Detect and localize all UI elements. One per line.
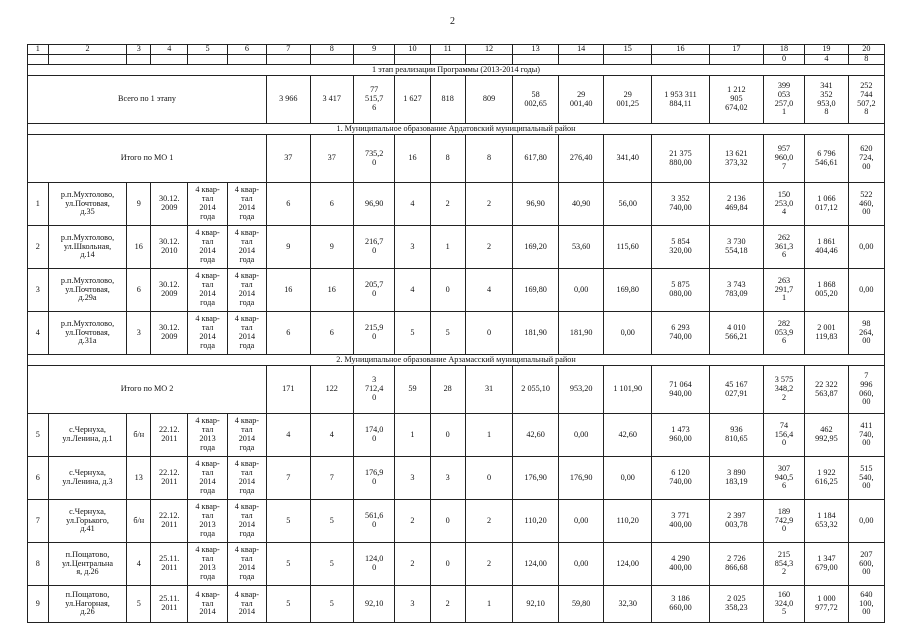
value-cell: 0,00 (558, 414, 604, 457)
total-value: 341,40 (604, 135, 652, 183)
value-cell: 3 (395, 586, 430, 623)
column-number-cell: 7 (267, 45, 310, 55)
info-cell: 4 квар- тал 2014 года (227, 500, 266, 543)
value-cell: 0,00 (604, 457, 652, 500)
info-cell: 4 квар- тал 2014 года (227, 312, 266, 355)
value-cell: 0,00 (848, 226, 884, 269)
value-cell: 2 (395, 543, 430, 586)
empty-cell (28, 55, 49, 65)
column-number-cell: 10 (395, 45, 430, 55)
row-number: 5 (28, 414, 49, 457)
value-cell: 522 460, 00 (848, 183, 884, 226)
value-cell: 215,9 0 (353, 312, 394, 355)
stage-title: 1 этап реализации Программы (2013-2014 годы) (28, 65, 885, 76)
info-cell: 4 квар- тал 2014 года (188, 312, 227, 355)
value-cell: 9 (267, 226, 310, 269)
info-cell: 5 (127, 586, 151, 623)
info-cell: 4 квар- тал 2014 года (227, 457, 266, 500)
row-number: 4 (28, 312, 49, 355)
total-value: 31 (465, 366, 513, 414)
value-cell: 0 (430, 543, 465, 586)
total-value: 3 712,4 0 (353, 366, 394, 414)
address-cell: р.п.Мухтолово, ул.Почтовая, д.31а (48, 312, 127, 355)
total-value: 29 001,25 (604, 76, 652, 124)
value-cell: 1 184 653,32 (805, 500, 848, 543)
value-cell: 4 (395, 183, 430, 226)
column-number-cell: 13 (513, 45, 559, 55)
value-cell: 3 (430, 457, 465, 500)
value-cell: 2 (430, 183, 465, 226)
column-number-cell: 8 (310, 45, 353, 55)
total-value: 276,40 (558, 135, 604, 183)
total-value: 617,80 (513, 135, 559, 183)
value-cell: 189 742,9 0 (763, 500, 804, 543)
value-cell: 92,10 (353, 586, 394, 623)
value-cell: 1 (430, 226, 465, 269)
info-cell: 6 (127, 269, 151, 312)
value-cell: 282 053,9 6 (763, 312, 804, 355)
empty-cell (310, 55, 353, 65)
value-cell: 1 (465, 586, 513, 623)
value-cell: 5 (310, 543, 353, 586)
info-cell: 4 квар- тал 2014 года (188, 226, 227, 269)
info-cell: 16 (127, 226, 151, 269)
municipality-title: 2. Муниципальное образование Арзамасский муниципальный район (28, 355, 885, 366)
value-cell: 4 010 566,21 (709, 312, 763, 355)
value-cell: 0,00 (604, 312, 652, 355)
info-cell: 3 (127, 312, 151, 355)
empty-cell (188, 55, 227, 65)
total-value: 77 515,7 6 (353, 76, 394, 124)
empty-cell (513, 55, 559, 65)
value-cell: 40,90 (558, 183, 604, 226)
total-value: 3 417 (310, 76, 353, 124)
value-cell: 2 001 119,83 (805, 312, 848, 355)
value-cell: 74 156,4 0 (763, 414, 804, 457)
info-cell: 4 квар- тал 2013 года (188, 543, 227, 586)
empty-cell (227, 55, 266, 65)
house-row (28, 586, 885, 623)
value-cell: 124,00 (604, 543, 652, 586)
value-cell: 2 726 866,68 (709, 543, 763, 586)
total-value: 8 (465, 135, 513, 183)
value-cell: 5 (310, 500, 353, 543)
total-value: 818 (430, 76, 465, 124)
value-cell: 1 (395, 414, 430, 457)
value-cell: 96,90 (513, 183, 559, 226)
info-cell: 30.12. 2009 (151, 312, 188, 355)
value-cell: 207 600, 00 (848, 543, 884, 586)
total-value: 6 796 546,61 (805, 135, 848, 183)
value-cell: 5 (395, 312, 430, 355)
value-cell: 169,80 (513, 269, 559, 312)
column-number-cell: 15 (604, 45, 652, 55)
value-cell: 16 (310, 269, 353, 312)
extra-cell: 4 (805, 55, 848, 65)
total-value: 341 352 953,0 8 (805, 76, 848, 124)
total-value: 16 (395, 135, 430, 183)
info-cell: 30.12. 2009 (151, 269, 188, 312)
total-value: 171 (267, 366, 310, 414)
house-row (28, 226, 885, 269)
empty-cell (604, 55, 652, 65)
value-cell: 0,00 (558, 543, 604, 586)
value-cell: 936 810,65 (709, 414, 763, 457)
value-cell: 263 291,7 1 (763, 269, 804, 312)
value-cell: 150 253,0 4 (763, 183, 804, 226)
info-cell: 4 квар- тал 2014 года (227, 226, 266, 269)
value-cell: 2 (465, 226, 513, 269)
row-number: 9 (28, 586, 49, 623)
info-cell: 13 (127, 457, 151, 500)
value-cell: 4 290 400,00 (652, 543, 710, 586)
total-label: Всего по 1 этапу (28, 76, 267, 124)
value-cell: 6 (310, 312, 353, 355)
empty-cell (395, 55, 430, 65)
value-cell: 1 347 679,00 (805, 543, 848, 586)
value-cell: 3 186 660,00 (652, 586, 710, 623)
value-cell: 5 (267, 543, 310, 586)
total-value: 2 055,10 (513, 366, 559, 414)
value-cell: 0 (430, 269, 465, 312)
total-value: 1 101,90 (604, 366, 652, 414)
house-row (28, 500, 885, 543)
row-number: 8 (28, 543, 49, 586)
value-cell: 462 992,95 (805, 414, 848, 457)
total-value: 28 (430, 366, 465, 414)
value-cell: 174,0 0 (353, 414, 394, 457)
total-value: 7 996 060, 00 (848, 366, 884, 414)
total-value: 3 966 (267, 76, 310, 124)
info-cell: 22.12. 2011 (151, 414, 188, 457)
value-cell: 7 (267, 457, 310, 500)
value-cell: 9 (310, 226, 353, 269)
value-cell: 59,80 (558, 586, 604, 623)
value-cell: 42,60 (513, 414, 559, 457)
column-number-cell: 11 (430, 45, 465, 55)
info-cell: 25.11. 2011 (151, 543, 188, 586)
value-cell: 5 854 320,00 (652, 226, 710, 269)
house-row (28, 543, 885, 586)
total-value: 58 002,65 (513, 76, 559, 124)
value-cell: 4 (395, 269, 430, 312)
value-cell: 3 (395, 457, 430, 500)
value-cell: 262 361,3 6 (763, 226, 804, 269)
value-cell: 3 730 554,18 (709, 226, 763, 269)
total-value: 3 575 348,2 2 (763, 366, 804, 414)
municipality-total-row (28, 135, 885, 183)
house-row (28, 312, 885, 355)
total-value: 8 (430, 135, 465, 183)
value-cell: 96,90 (353, 183, 394, 226)
info-cell: 4 квар- тал 2014 года (227, 414, 266, 457)
column-number-cell: 2 (48, 45, 127, 55)
address-cell: р.п.Мухтолово, ул.Школьная, д.14 (48, 226, 127, 269)
value-cell: 110,20 (604, 500, 652, 543)
value-cell: 98 264, 00 (848, 312, 884, 355)
value-cell: 4 (310, 414, 353, 457)
value-cell: 169,20 (513, 226, 559, 269)
value-cell: 640 100, 00 (848, 586, 884, 623)
total-value: 59 (395, 366, 430, 414)
empty-cell (465, 55, 513, 65)
address-cell: п.Пощатово, ул.Нагорная, д.26 (48, 586, 127, 623)
value-cell: 124,00 (513, 543, 559, 586)
column-number-cell: 1 (28, 45, 49, 55)
page-number: 2 (450, 16, 455, 27)
value-cell: 0 (430, 500, 465, 543)
value-cell: 2 (395, 500, 430, 543)
value-cell: 2 (465, 500, 513, 543)
info-cell: 4 квар- тал 2013 года (188, 414, 227, 457)
stage-total-row (28, 76, 885, 124)
value-cell: 56,00 (604, 183, 652, 226)
value-cell: 205,7 0 (353, 269, 394, 312)
info-cell: 4 (127, 543, 151, 586)
value-cell: 215 854,3 2 (763, 543, 804, 586)
total-label: Итого по МО 2 (28, 366, 267, 414)
info-cell: 25.11. 2011 (151, 586, 188, 623)
info-cell: 4 квар- тал 2014 года (188, 457, 227, 500)
value-cell: 115,60 (604, 226, 652, 269)
value-cell: 561,6 0 (353, 500, 394, 543)
total-label: Итого по МО 1 (28, 135, 267, 183)
address-cell: р.п.Мухтолово, ул.Почтовая, д.29а (48, 269, 127, 312)
total-value: 13 621 373,32 (709, 135, 763, 183)
value-cell: 110,20 (513, 500, 559, 543)
empty-cell (267, 55, 310, 65)
info-cell: 22.12. 2011 (151, 457, 188, 500)
info-cell: 4 квар- тал 2014 года (227, 543, 266, 586)
value-cell: 2 (465, 183, 513, 226)
address-cell: с.Чернуха, ул.Ленина, д.1 (48, 414, 127, 457)
info-cell: 4 квар- тал 2013 года (188, 500, 227, 543)
empty-cell (430, 55, 465, 65)
column-number-row (28, 45, 885, 55)
row-number: 7 (28, 500, 49, 543)
program-table (27, 44, 885, 623)
municipality-title-row (28, 124, 885, 135)
total-value: 29 001,40 (558, 76, 604, 124)
empty-cell (652, 55, 710, 65)
total-value: 399 053 257,0 1 (763, 76, 804, 124)
house-row (28, 457, 885, 500)
value-cell: 0 (465, 457, 513, 500)
total-value: 809 (465, 76, 513, 124)
info-cell: 9 (127, 183, 151, 226)
extra-row (28, 55, 885, 65)
total-value: 1 953 311 884,11 (652, 76, 710, 124)
info-cell: 4 квар- тал 2014 года (227, 183, 266, 226)
value-cell: 176,9 0 (353, 457, 394, 500)
value-cell: 3 771 400,00 (652, 500, 710, 543)
value-cell: 181,90 (558, 312, 604, 355)
empty-cell (48, 55, 127, 65)
empty-cell (353, 55, 394, 65)
municipality-title: 1. Муниципальное образование Ардатовский муниципальный район (28, 124, 885, 135)
total-value: 1 627 (395, 76, 430, 124)
total-value: 21 375 880,00 (652, 135, 710, 183)
value-cell: 2 (465, 543, 513, 586)
total-value: 22 322 563,87 (805, 366, 848, 414)
value-cell: 92,10 (513, 586, 559, 623)
value-cell: 1 066 017,12 (805, 183, 848, 226)
value-cell: 1 473 960,00 (652, 414, 710, 457)
value-cell: 176,90 (558, 457, 604, 500)
value-cell: 42,60 (604, 414, 652, 457)
address-cell: п.Пощатово, ул.Центральна я, д.26 (48, 543, 127, 586)
value-cell: 1 000 977,72 (805, 586, 848, 623)
column-number-cell: 5 (188, 45, 227, 55)
info-cell: б/н (127, 414, 151, 457)
municipality-total-row (28, 366, 885, 414)
value-cell: 6 (310, 183, 353, 226)
municipality-title-row (28, 355, 885, 366)
total-value: 252 744 507,2 8 (848, 76, 884, 124)
value-cell: 5 875 080,00 (652, 269, 710, 312)
info-cell: 4 квар- тал 2014 (188, 586, 227, 623)
total-value: 735,2 0 (353, 135, 394, 183)
value-cell: 160 324,0 5 (763, 586, 804, 623)
value-cell: 3 (395, 226, 430, 269)
info-cell: б/н (127, 500, 151, 543)
value-cell: 169,80 (604, 269, 652, 312)
value-cell: 3 352 740,00 (652, 183, 710, 226)
value-cell: 181,90 (513, 312, 559, 355)
row-number: 2 (28, 226, 49, 269)
total-value: 37 (310, 135, 353, 183)
value-cell: 0 (430, 414, 465, 457)
total-value: 957 960,0 7 (763, 135, 804, 183)
row-number: 3 (28, 269, 49, 312)
column-number-cell: 16 (652, 45, 710, 55)
value-cell: 1 922 616,25 (805, 457, 848, 500)
empty-cell (151, 55, 188, 65)
address-cell: с.Чернуха, ул.Горького, д.41 (48, 500, 127, 543)
value-cell: 3 890 183,19 (709, 457, 763, 500)
value-cell: 1 861 404,46 (805, 226, 848, 269)
value-cell: 2 (430, 586, 465, 623)
empty-cell (709, 55, 763, 65)
column-number-cell: 20 (848, 45, 884, 55)
value-cell: 5 (430, 312, 465, 355)
total-value: 953,20 (558, 366, 604, 414)
value-cell: 307 940,5 6 (763, 457, 804, 500)
column-number-cell: 17 (709, 45, 763, 55)
column-number-cell: 4 (151, 45, 188, 55)
value-cell: 124,0 0 (353, 543, 394, 586)
info-cell: 4 квар- тал 2014 (227, 586, 266, 623)
value-cell: 32,30 (604, 586, 652, 623)
extra-cell: 8 (848, 55, 884, 65)
stage-title-row (28, 65, 885, 76)
value-cell: 216,7 0 (353, 226, 394, 269)
value-cell: 6 (267, 312, 310, 355)
value-cell: 0 (465, 312, 513, 355)
value-cell: 7 (310, 457, 353, 500)
value-cell: 176,90 (513, 457, 559, 500)
column-number-cell: 19 (805, 45, 848, 55)
value-cell: 53,60 (558, 226, 604, 269)
extra-cell: 0 (763, 55, 804, 65)
value-cell: 2 397 003,78 (709, 500, 763, 543)
value-cell: 2 025 358,23 (709, 586, 763, 623)
value-cell: 2 136 469,84 (709, 183, 763, 226)
value-cell: 5 (267, 586, 310, 623)
value-cell: 0,00 (558, 269, 604, 312)
column-number-cell: 18 (763, 45, 804, 55)
info-cell: 4 квар- тал 2014 года (188, 183, 227, 226)
value-cell: 6 120 740,00 (652, 457, 710, 500)
total-value: 1 212 905 674,02 (709, 76, 763, 124)
value-cell: 16 (267, 269, 310, 312)
total-value: 122 (310, 366, 353, 414)
empty-cell (127, 55, 151, 65)
column-number-cell: 14 (558, 45, 604, 55)
value-cell: 1 (465, 414, 513, 457)
total-value: 37 (267, 135, 310, 183)
info-cell: 4 квар- тал 2014 года (188, 269, 227, 312)
column-number-cell: 12 (465, 45, 513, 55)
column-number-cell: 9 (353, 45, 394, 55)
total-value: 45 167 027,91 (709, 366, 763, 414)
total-value: 71 064 940,00 (652, 366, 710, 414)
value-cell: 0,00 (558, 500, 604, 543)
info-cell: 4 квар- тал 2014 года (227, 269, 266, 312)
info-cell: 22.12. 2011 (151, 500, 188, 543)
column-number-cell: 3 (127, 45, 151, 55)
info-cell: 30.12. 2009 (151, 183, 188, 226)
value-cell: 0,00 (848, 269, 884, 312)
house-row (28, 269, 885, 312)
house-row (28, 183, 885, 226)
value-cell: 515 540, 00 (848, 457, 884, 500)
value-cell: 5 (267, 500, 310, 543)
value-cell: 1 868 005,20 (805, 269, 848, 312)
value-cell: 0,00 (848, 500, 884, 543)
total-value: 620 724, 00 (848, 135, 884, 183)
value-cell: 3 743 783,09 (709, 269, 763, 312)
house-row (28, 414, 885, 457)
column-number-cell: 6 (227, 45, 266, 55)
address-cell: р.п.Мухтолово, ул.Почтовая, д.35 (48, 183, 127, 226)
row-number: 1 (28, 183, 49, 226)
info-cell: 30.12. 2010 (151, 226, 188, 269)
value-cell: 6 293 740,00 (652, 312, 710, 355)
address-cell: с.Чернуха, ул.Ленина, д.3 (48, 457, 127, 500)
value-cell: 6 (267, 183, 310, 226)
value-cell: 4 (465, 269, 513, 312)
value-cell: 4 (267, 414, 310, 457)
empty-cell (558, 55, 604, 65)
value-cell: 411 740, 00 (848, 414, 884, 457)
row-number: 6 (28, 457, 49, 500)
value-cell: 5 (310, 586, 353, 623)
